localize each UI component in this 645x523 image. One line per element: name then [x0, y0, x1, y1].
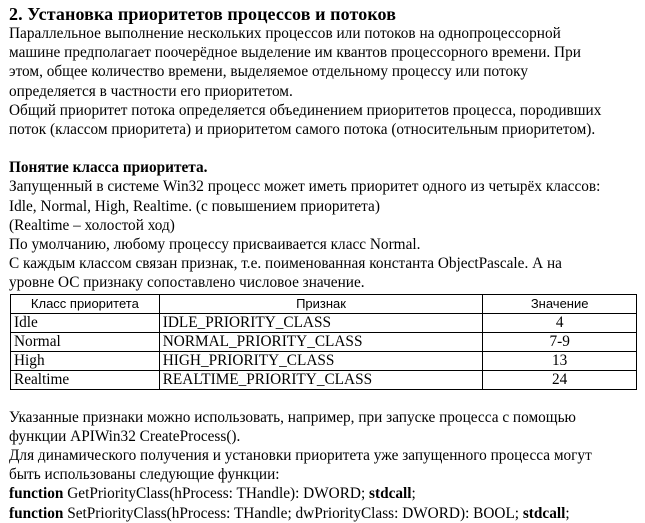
text-line: Указанные признаки можно использовать, например, при запуске процесса с помощью — [9, 408, 576, 426]
code-text: GetPriorityClass(hProcess: THandle): DWORD; — [63, 485, 370, 503]
code-text: ; — [411, 485, 416, 503]
value-cell: 4 — [483, 313, 637, 332]
value-cell: 24 — [483, 370, 637, 389]
code-text: ; — [565, 504, 570, 522]
class-cell: Normal — [11, 332, 160, 351]
text-line: функции APIWin32 CreateProcess(). — [9, 427, 241, 445]
value-cell: 7-9 — [483, 332, 637, 351]
section-paragraph — [9, 177, 639, 292]
class-cell: High — [11, 351, 160, 370]
text-line: Запущенный в системе Win32 процесс может иметь приоритет одного из четырёх классов: — [9, 178, 601, 196]
text-line: этом, общее количество времени, выделяемое отдельному процессу или потоку — [9, 63, 528, 81]
table-header-row — [11, 294, 637, 313]
keyword: function — [9, 504, 64, 522]
text-line: Параллельное выполнение нескольких процессов или потоков на однопроцессорной — [9, 25, 561, 42]
column-header: Значение — [483, 294, 637, 313]
code-line — [9, 484, 639, 503]
constant-cell: IDLE_PRIORITY_CLASS — [159, 313, 483, 332]
text-line: Для динамического получения и установки приоритета уже запущенного процесса могут — [9, 447, 592, 465]
document-page — [9, 4, 639, 523]
table-row — [11, 313, 637, 332]
column-header: Признак — [159, 294, 483, 313]
keyword: function — [9, 485, 64, 503]
column-header: Класс приоритета — [11, 294, 160, 313]
table-row — [11, 370, 637, 389]
keyword: stdcall — [369, 485, 412, 503]
constant-cell: HIGH_PRIORITY_CLASS — [159, 351, 483, 370]
code-line — [9, 504, 639, 523]
text-line: определяется в частности его приоритетом. — [9, 82, 293, 100]
text-line: С каждым классом связан признак, т.е. поименованная константа ObjectPascale. А на — [9, 255, 562, 273]
page-title: 2. Установка приоритетов процессов и потоков — [9, 4, 397, 24]
code-block — [9, 484, 639, 522]
constant-cell: NORMAL_PRIORITY_CLASS — [159, 332, 483, 351]
spacer — [9, 139, 639, 158]
table-row — [11, 332, 637, 351]
text-line: быть использованы следующие функции: — [9, 466, 280, 484]
text-line: машине предполагает поочерёдное выделение им квантов процессорного времени. При — [9, 44, 581, 62]
intro-paragraph — [9, 24, 639, 139]
text-line: (Realtime – холостой ход) — [9, 216, 175, 234]
code-text: SetPriorityClass(hProcess: THandle; dwPriorityClass: DWORD): BOOL; — [63, 504, 523, 522]
text-line: По умолчанию, любому процессу присваивается класс Normal. — [9, 236, 421, 254]
class-cell: Realtime — [11, 370, 160, 389]
table-row — [11, 351, 637, 370]
section-title: Понятие класса приоритета. — [9, 159, 208, 177]
value-cell: 13 — [483, 351, 637, 370]
text-line: поток (классом приоритета) и приоритетом самого потока (относительным приоритетом). — [9, 121, 596, 139]
priority-class-table — [10, 294, 637, 390]
class-cell: Idle — [11, 313, 160, 332]
keyword: stdcall — [522, 504, 566, 522]
text-line: Общий приоритет потока определяется объединением приоритетов процесса, породивших — [9, 101, 602, 119]
text-line: уровне ОС признаку сопоставлено числовое значение. — [9, 274, 365, 292]
outro-paragraph — [9, 408, 639, 485]
constant-cell: REALTIME_PRIORITY_CLASS — [159, 370, 483, 389]
text-line: Idle, Normal, High, Realtime. (с повышением приоритета) — [9, 197, 380, 215]
